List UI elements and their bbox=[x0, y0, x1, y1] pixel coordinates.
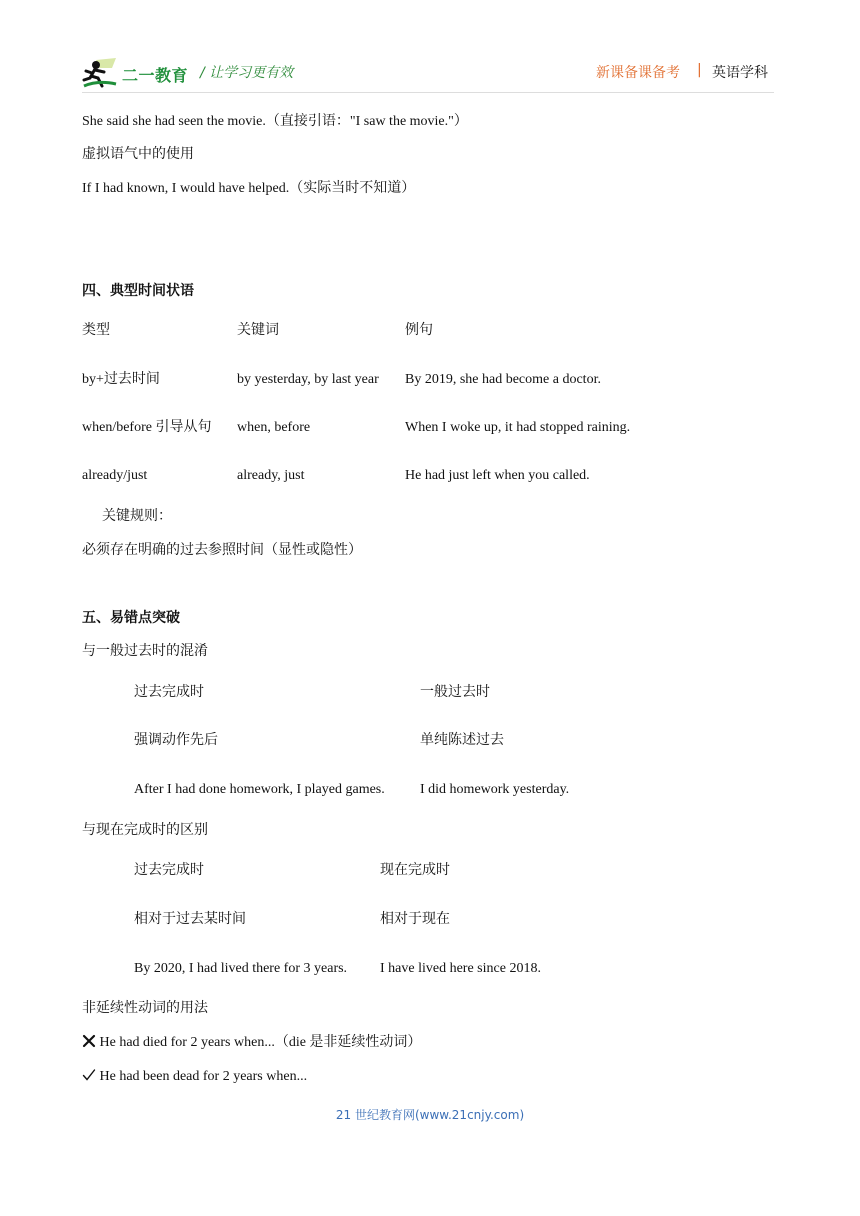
table-header-cell: 关键词 bbox=[237, 323, 279, 338]
table-cell: when/before 引导从句 bbox=[82, 420, 212, 435]
table-cell: He had just left when you called. bbox=[405, 468, 590, 483]
table-cell: 单纯陈述过去 bbox=[420, 733, 504, 748]
text-line: 虚拟语气中的使用 bbox=[82, 147, 194, 162]
table-cell: After I had done homework, I played games. bbox=[134, 782, 385, 797]
rule-text: 必须存在明确的过去参照时间（显性或隐性） bbox=[82, 543, 362, 558]
table-cell: already/just bbox=[82, 468, 148, 483]
rule-label: 关键规则： bbox=[102, 509, 172, 524]
table-cell: By 2019, she had become a doctor. bbox=[405, 372, 601, 387]
table-cell: When I woke up, it had stopped raining. bbox=[405, 420, 631, 435]
right-example bbox=[82, 1068, 307, 1086]
table-cell: 一般过去时 bbox=[420, 685, 490, 700]
wrong-example bbox=[82, 1034, 421, 1052]
table-header-cell: 例句 bbox=[405, 323, 433, 338]
subheading: 非延续性动词的用法 bbox=[82, 1001, 208, 1016]
text-line: If I had known, I would have helped.（实际当时不知道） bbox=[82, 181, 416, 196]
footer-link[interactable]: 21 世纪教育网(www.21cnjy.com) bbox=[335, 1108, 525, 1122]
logo bbox=[82, 56, 192, 90]
running-man-icon bbox=[82, 56, 120, 90]
table-cell: 过去完成时 bbox=[134, 685, 204, 700]
logo-text: 二一教育 bbox=[122, 66, 189, 85]
cross-icon bbox=[82, 1034, 96, 1048]
subheading: 与现在完成时的区别 bbox=[82, 823, 208, 838]
wrong-example-text: He had died for 2 years when...（die 是非延续性动词） bbox=[99, 1035, 422, 1050]
header-right-label: 新课备课备考 bbox=[596, 65, 680, 81]
table-cell: 相对于过去某时间 bbox=[134, 912, 246, 927]
table-cell: by+过去时间 bbox=[82, 372, 160, 387]
header-divider bbox=[82, 92, 774, 93]
right-example-text: He had been dead for 2 years when... bbox=[99, 1069, 308, 1084]
slogan: / 让学习更有效 bbox=[200, 65, 294, 81]
table-header-cell: 类型 bbox=[82, 323, 110, 338]
table-cell: 强调动作先后 bbox=[134, 733, 218, 748]
header-separator: | bbox=[697, 62, 702, 78]
check-icon bbox=[82, 1068, 96, 1082]
table-cell: I have lived here since 2018. bbox=[380, 961, 541, 976]
table-cell: already, just bbox=[237, 468, 305, 483]
table-cell: 过去完成时 bbox=[134, 863, 204, 878]
header-subject: 英语学科 bbox=[712, 65, 768, 81]
table-cell: 现在完成时 bbox=[380, 863, 450, 878]
section-title: 五、易错点突破 bbox=[82, 610, 180, 626]
section-title: 四、典型时间状语 bbox=[82, 283, 194, 299]
table-cell: 相对于现在 bbox=[380, 912, 450, 927]
table-cell: I did homework yesterday. bbox=[420, 782, 570, 797]
table-cell: by yesterday, by last year bbox=[237, 372, 379, 387]
subheading: 与一般过去时的混淆 bbox=[82, 644, 208, 659]
table-cell: when, before bbox=[237, 420, 311, 435]
table-cell: By 2020, I had lived there for 3 years. bbox=[134, 961, 348, 976]
text-line: She said she had seen the movie.（直接引语："I saw the movie."） bbox=[82, 114, 468, 129]
